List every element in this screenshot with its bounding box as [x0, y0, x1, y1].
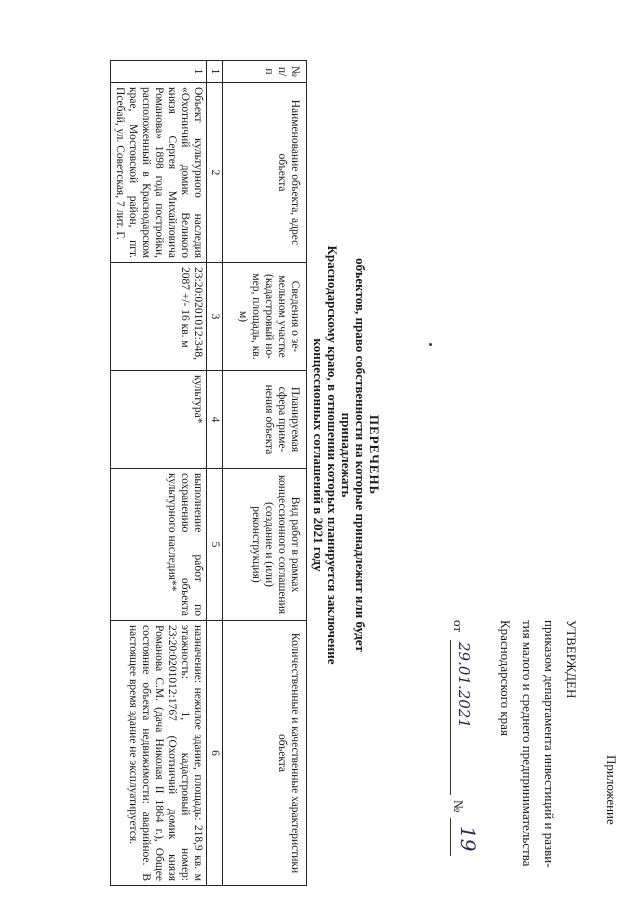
object-characteristics: назначение: нежилое здание, площадь: 218,9 кв. м этажность: 1, кадастровый номер: 23:20:0201012:1767 (Охотничий домик князя Романова С.М. (дача Николая II 1864 г.), Общее состояние объекта недвижимости: аварийное. В настоящее время здание не эксплуатируется.: [111, 621, 207, 886]
column-number: 2: [207, 83, 223, 263]
table-header-row: [223, 61, 307, 886]
number-prefix: №: [451, 800, 466, 813]
document-title: [311, 220, 381, 690]
date-prefix: от: [451, 620, 466, 633]
handwritten-date: 29.01.2021: [455, 642, 473, 728]
date-underline: [450, 640, 451, 795]
title-line-2: Краснодарскому краю, в отношении которых планируется заключение: [325, 245, 340, 665]
title-line-1: объектов, право собственности на которые принадлежит или будет принадлежать: [339, 258, 368, 652]
title-line-3: концессионных соглашений в 2021 году: [311, 338, 326, 572]
column-number: 4: [207, 371, 223, 469]
object-name: Объект культурного наследия «Охотничий домик Великого князя Сергея Михайловича Романова» 1898 года постройки, расположенный в Краснодарском крае, Мостовской район, пгт. Псебай, ул. Советская, 7 лит. Г.: [111, 83, 207, 263]
approval-order-line-3: Краснодарского края: [498, 620, 513, 736]
land-plot-info: 23:20:0201012:348, 2087 +/- 16 кв. м: [111, 263, 207, 371]
handwritten-number: 19: [456, 826, 480, 852]
approval-order-line-2: тия малого и среднего предпринимательства: [520, 620, 535, 867]
column-number: 5: [207, 469, 223, 621]
column-number: 3: [207, 263, 223, 371]
order-date-number: [447, 620, 480, 920]
header-sphere: Планируемая сфера применения объекта: [223, 371, 307, 469]
approval-order-line-1: приказом департамента инвестиций и разви-: [542, 620, 557, 868]
planned-sphere: культура*: [111, 371, 207, 469]
approved-label: УТВЕРЖДЕН: [564, 620, 579, 699]
title-main: ПЕРЕЧЕНЬ: [367, 414, 382, 496]
appendix-label: Приложение: [604, 755, 619, 825]
column-number-row: [207, 61, 223, 886]
stray-mark: [429, 343, 432, 346]
header-land: Сведения о земельном участке (кадастровый номер, площадь, кв. м): [223, 263, 307, 371]
header-characteristics: Количественные и качественные характеристики объекта: [223, 621, 307, 886]
header-works: Вид работ в рамках концессионного соглашения (создание и (или) реконструкция): [223, 469, 307, 621]
header-number: № п/п: [223, 61, 307, 83]
column-number: 1: [207, 61, 223, 83]
row-number: 1: [111, 61, 207, 83]
header-name: Наименование объекта, адрес объекта: [223, 83, 307, 263]
objects-table: [110, 60, 307, 886]
number-underline: [450, 818, 451, 856]
work-type: выполнение работ по сохранению объекта культурного наследия**: [111, 469, 207, 621]
table-row: [111, 61, 207, 886]
column-number: 6: [207, 621, 223, 886]
